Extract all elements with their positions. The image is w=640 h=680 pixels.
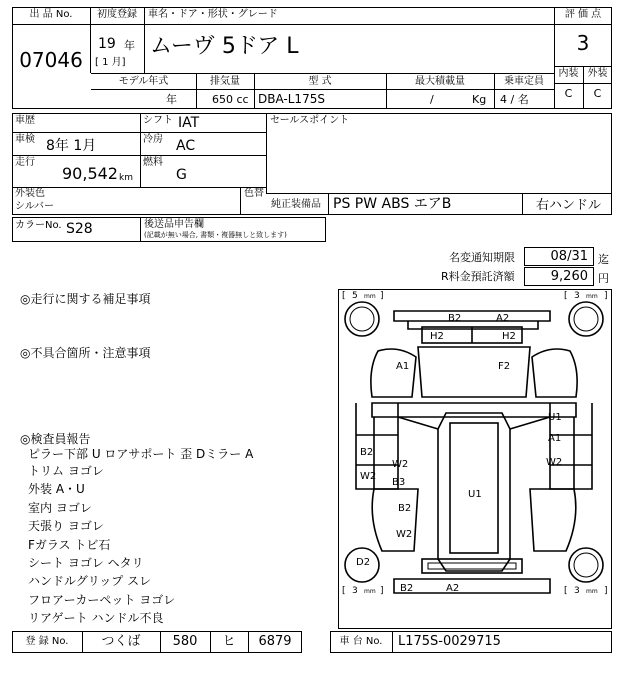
remark-line: Fガラス トビ石 (28, 538, 111, 552)
svg-text:]: ] (604, 291, 608, 301)
lot-no-label: 出 品 No. (29, 9, 73, 20)
notice-label: 名変通知期限 (449, 251, 515, 264)
svg-text:]: ] (380, 586, 384, 596)
mark-h2-right: H2 (502, 331, 516, 342)
mark-a1-right: A1 (548, 433, 562, 444)
mark-d2: D2 (356, 557, 371, 568)
svg-text:[: [ (342, 586, 346, 596)
first-reg-label: 初度登録 (97, 9, 137, 20)
remark-line: ハンドルグリップ スレ (28, 574, 152, 588)
exterior-label: 外装 (587, 68, 608, 79)
max-load-label: 最大積載量 (415, 76, 465, 87)
tire-rr-depth: 3 (574, 586, 580, 596)
model: DBA-L175S (258, 92, 325, 106)
inspection-label: 車検 (15, 134, 35, 145)
mark-h2-left: H2 (430, 331, 444, 342)
model-year-label: モデル年式 (118, 76, 169, 87)
sales-point-label: セールスポイント (270, 115, 350, 126)
reg-area: つくば (101, 634, 141, 649)
reg-class: 580 (172, 634, 198, 649)
car-diagram (338, 289, 612, 629)
recycle-value: 9,260 (550, 269, 588, 284)
history-label: 車歴 (15, 115, 35, 126)
score: 3 (576, 31, 590, 55)
tire-unit-rl: mm (364, 588, 376, 595)
fuel-label: 燃料 (143, 157, 163, 168)
repaint-label: 色替 (244, 188, 264, 199)
chassis-value: L175S-0029715 (398, 634, 501, 649)
reg-kana: ヒ (222, 634, 236, 649)
score-label: 評 価 点 (564, 9, 602, 20)
svg-text:[: [ (342, 291, 346, 301)
mark-b2-rear-door: B2 (398, 503, 412, 514)
tire-unit-fr: mm (586, 293, 598, 300)
equipment-label: 純正装備品 (271, 199, 321, 210)
lot-no: 07046 (19, 48, 83, 72)
chassis-label: 車 台 No. (339, 636, 383, 647)
svg-text:]: ] (604, 586, 608, 596)
capacity-label: 乗車定員 (504, 76, 544, 87)
recycle-label: R料金預託済額 (441, 270, 515, 283)
ext-color-label: 外装色 (15, 188, 45, 199)
fuel-value: G (176, 167, 187, 183)
capacity: 4 / 名 (500, 93, 529, 106)
first-reg-year: 19 (98, 36, 116, 52)
inspection-value: 8年 1月 (46, 138, 97, 154)
tire-unit-rr: mm (586, 588, 598, 595)
after-docs-label: 後送品申告欄 (144, 219, 204, 230)
svg-text:[: [ (564, 291, 568, 301)
remark-line: シート ヨゴレ ヘタリ (28, 556, 144, 570)
mark-a2-rear: A2 (446, 583, 460, 594)
shift-label: シフト (143, 115, 173, 126)
mark-w2-center: W2 (392, 459, 409, 470)
exterior-grade: C (593, 87, 602, 100)
interior-grade: C (564, 87, 573, 100)
displacement-label: 排気量 (210, 76, 240, 87)
mark-u1-right: U1 (548, 412, 562, 423)
recycle-unit: 円 (598, 272, 609, 285)
svg-text:[: [ (564, 586, 568, 596)
mark-w2-left: W2 (360, 471, 377, 482)
reg-no-label: 登 録 No. (25, 636, 69, 647)
mileage-unit: km (119, 173, 133, 183)
mark-b2-left: B2 (360, 447, 374, 458)
remark-line: ピラー下部 U ロアサポート 歪 Dミラー A (28, 447, 254, 461)
handle-value: 右ハンドル (536, 198, 602, 213)
tire-fr-depth: 3 (574, 291, 580, 301)
max-load: / (430, 93, 434, 106)
mileage-label: 走行 (15, 157, 35, 168)
after-docs-note: (記載が無い場合, 書類・複器無しと致します) (144, 231, 287, 239)
model-year-unit: 年 (166, 93, 177, 106)
remark-line: フロアーカーペット ヨゴレ (28, 593, 176, 607)
inspector-heading: ◎検査員報告 (20, 432, 91, 446)
cooler-value: AC (176, 138, 196, 154)
mark-a2-front: A2 (496, 313, 510, 324)
equipment-value: PS PW ABS エアB (333, 196, 452, 212)
notice-value: 08/31 (550, 249, 588, 264)
ext-color-value: シルバー (15, 201, 55, 212)
mark-w2-rear-door: W2 (396, 529, 413, 540)
displacement: 650 cc (212, 93, 249, 106)
shift-value: IAT (178, 115, 200, 131)
remark-line: リアゲート ハンドル不良 (28, 611, 164, 625)
car-name: ムーヴ 5ドア L (150, 34, 299, 59)
mark-b2-rear: B2 (400, 583, 414, 594)
defects-heading: ◎不具合箇所・注意事項 (20, 346, 151, 360)
first-reg-month: [ 1 月] (95, 57, 126, 68)
remark-line: トリム ヨゴレ (28, 464, 104, 478)
color-no-value: S28 (66, 221, 93, 237)
mileage-value: 90,542 (62, 164, 118, 183)
remark-line: 室内 ヨゴレ (28, 501, 92, 515)
notice-unit: 迄 (598, 253, 609, 266)
mark-a1-fender: A1 (396, 361, 410, 372)
tire-fl-depth: 5 (352, 291, 358, 301)
mark-b3: B3 (392, 477, 406, 488)
max-load-unit: Kg (472, 93, 487, 106)
svg-text:]: ] (380, 291, 384, 301)
color-no-label: カラーNo. (15, 220, 62, 231)
mark-u1-roof: U1 (468, 489, 482, 500)
driving-heading: ◎走行に関する補足事項 (20, 292, 151, 306)
model-label: 型 式 (308, 76, 332, 87)
mark-f2: F2 (498, 361, 511, 372)
mark-w2-right: W2 (546, 457, 563, 468)
tire-rl-depth: 3 (352, 586, 358, 596)
interior-label: 内装 (558, 68, 579, 79)
mark-b2-front: B2 (448, 313, 462, 324)
year-unit: 年 (124, 39, 135, 52)
cooler-label: 冷房 (143, 134, 163, 145)
tire-unit-fl: mm (364, 293, 376, 300)
reg-number: 6879 (258, 634, 292, 649)
car-name-label: 車名・ドア・形状・グレード (148, 9, 278, 20)
remark-line: 外装 A・U (28, 482, 85, 496)
remark-line: 天張り ヨゴレ (28, 519, 104, 533)
